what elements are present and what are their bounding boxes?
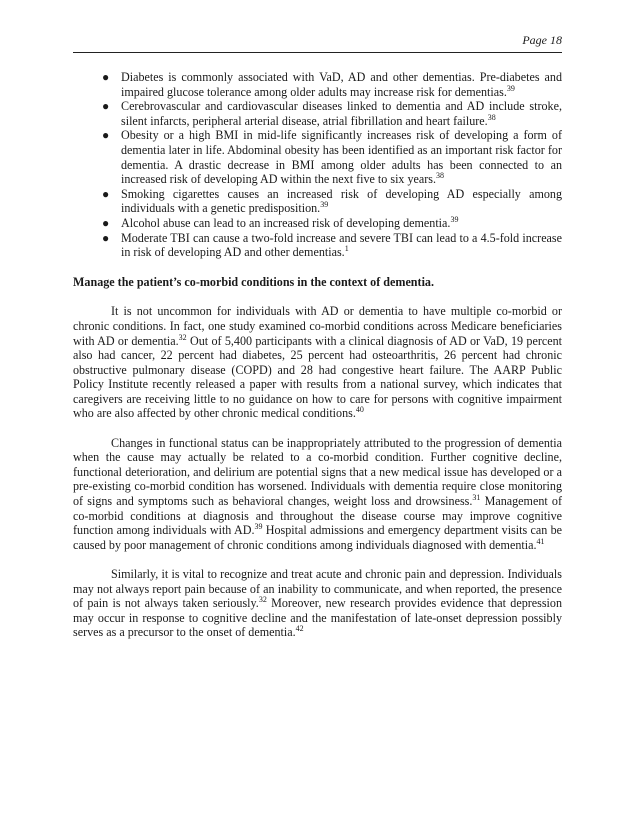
bullet-icon: ● xyxy=(102,230,110,245)
bullet-text: Obesity or a high BMI in mid-life significantly increases risk of developing a form of dementia later in life. Abdominal obesity has been identified as an important risk factor for dementia. A drastic decrease in BMI among older adults has been connected to an increased risk of developing AD within the next five to six years. xyxy=(121,128,562,187)
bullet-icon: ● xyxy=(102,186,110,201)
paragraph-text: Management of co-morbid conditions at diagnosis and throughout the disease course may improve cognitive function among individuals with AD. xyxy=(73,494,562,538)
citation: 39 xyxy=(506,83,515,93)
paragraph-text: Similarly, it is vital to recognize and treat acute and chronic pain and depression. Individuals may not always report pain because of an inability to communicate, and when reported, the presence of pain is not always taken seriously. xyxy=(73,567,562,611)
bullet-icon: ● xyxy=(102,215,110,230)
citation: 38 xyxy=(436,171,445,181)
citation: 32 xyxy=(178,332,187,342)
list-item xyxy=(73,231,562,260)
citation: 42 xyxy=(295,624,304,634)
body-paragraph xyxy=(73,567,562,640)
citation: 41 xyxy=(536,536,545,546)
citation: 39 xyxy=(254,522,263,532)
paragraph-text: Changes in functional status can be inappropriately attributed to the progression of dementia when the cause may actually be related to a co-morbid condition. Further cognitive decline, functional deterioration, and delirium are potential signs that a new medical issue has developed or a pre-existing co-morbid condition has worsened. Individuals with dementia require close monitoring of signs and symptoms such as behavioral changes, weight loss and drowsiness. xyxy=(73,435,562,509)
list-item xyxy=(73,99,562,128)
bullet-text: Cerebrovascular and cardiovascular diseases linked to dementia and AD include stroke, silent infarcts, peripheral arterial disease, atrial fibrillation and heart failure. xyxy=(121,99,562,128)
list-item xyxy=(73,216,562,231)
header-rule xyxy=(73,52,562,53)
bullet-icon: ● xyxy=(102,99,110,114)
body-paragraph xyxy=(73,304,562,421)
list-item xyxy=(73,70,562,99)
citation: 39 xyxy=(320,200,329,210)
citation: 38 xyxy=(487,112,496,122)
paragraph-text: Out of 5,400 participants with a clinical diagnosis of AD or VaD, 19 percent also had cancer, 22 percent had diabetes, 25 percent had osteoarthritis, 26 percent had chronic obstructive pulmonary disease (COPD) and 28 had congestive heart failure. The AARP Public Policy Institute recently released a paper with results from a national survey, which indicates that caregivers are receiving little to no guidance on how to care for persons with cognitive impairment who are also affected by other chronic medical conditions. xyxy=(73,333,562,421)
citation: 1 xyxy=(344,244,349,254)
list-item xyxy=(73,187,562,216)
bullet-text: Smoking cigarettes causes an increased risk of developing AD especially among individuals with a genetic predisposition. xyxy=(121,186,562,216)
bullet-text: Diabetes is commonly associated with VaD, AD and other dementias. Pre-diabetes and impaired glucose tolerance among older adults may increase risk for dementias. xyxy=(121,70,562,99)
section-heading: Manage the patient’s co-morbid conditions in the context of dementia. xyxy=(73,274,434,289)
citation: 31 xyxy=(472,493,481,503)
paragraph-text: It is not uncommon for individuals with AD or dementia to have multiple co-morbid or chronic conditions. In fact, one study examined co-morbid conditions across Medicare beneficiaries with AD or dementia. xyxy=(73,304,562,348)
bullet-text: Alcohol abuse can lead to an increased risk of developing dementia. xyxy=(121,215,451,230)
page-content xyxy=(73,70,562,655)
bullet-icon: ● xyxy=(102,70,110,84)
risk-factor-list xyxy=(73,70,562,260)
paragraph-text: Moreover, new research provides evidence that depression may occur in response to cognitive decline and the manifestation of late-onset depression possibly serves as a precursor to the onset of dementia. xyxy=(73,596,562,640)
paragraph-text: Hospital admissions and emergency department visits can be caused by poor management of chronic conditions among individuals diagnosed with dementia. xyxy=(73,523,562,552)
list-item xyxy=(73,128,562,186)
bullet-icon: ● xyxy=(102,128,110,143)
citation: 40 xyxy=(355,405,364,415)
body-paragraph xyxy=(73,436,562,553)
bullet-text: Moderate TBI can cause a two-fold increase and severe TBI can lead to a 4.5-fold increase in risk of developing AD and other dementias. xyxy=(121,230,562,260)
citation: 32 xyxy=(258,595,267,605)
citation: 39 xyxy=(450,214,459,224)
page-number: Page 18 xyxy=(522,33,562,47)
